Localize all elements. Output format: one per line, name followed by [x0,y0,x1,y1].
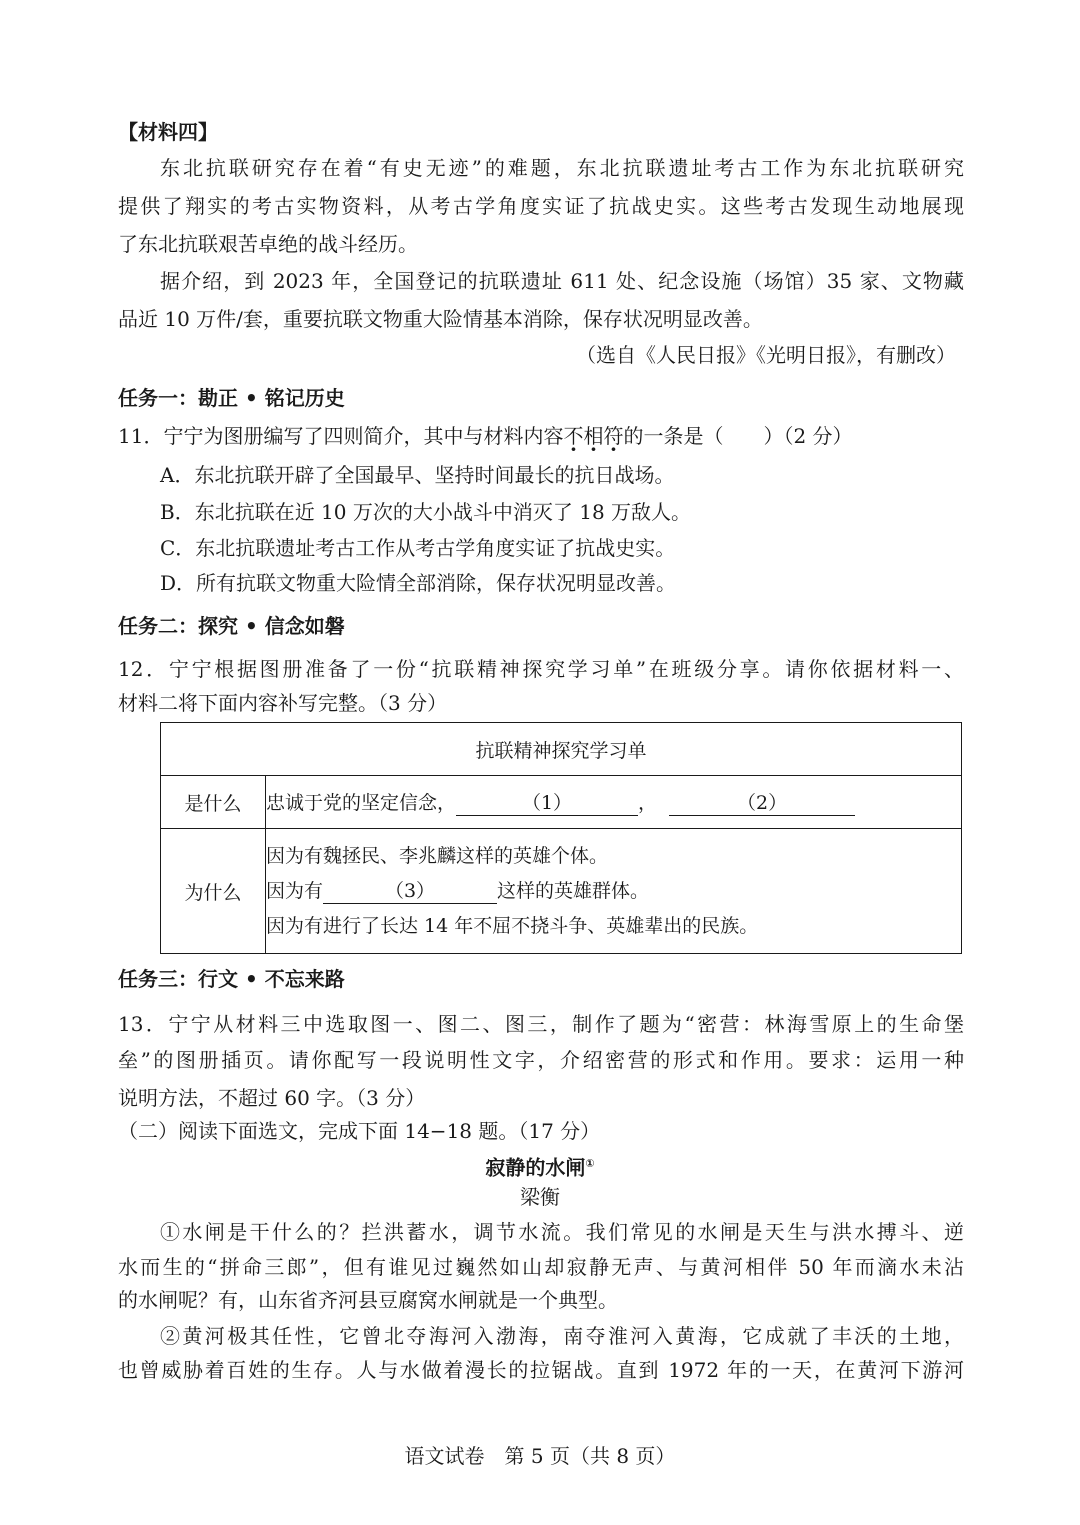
article-title-footnote: ① [585,1157,595,1170]
option-a: A．东北抗联开辟了全国最早、坚持时间最长的抗日战场。 [160,463,675,487]
study-sheet-header: 抗联精神探究学习单 [161,723,962,776]
article-title [0,1149,1080,1179]
emphasis-char: 符 [603,424,624,448]
material4-paragraph2-line2: 品近 10 万件/套，重要抗联文物重大险情基本消除，保存状况明显改善。 [118,307,763,331]
article-paragraph2-line2: 也曾威胁着百姓的生存。人与水做着漫长的拉锯战。直到 1972 年的一天，在黄河下游河 [118,1358,964,1382]
material4-source: （选自《人民日报》《光明日报》，有删改） [576,343,956,367]
why-line-3: 因为有进行了长达 14 年不屈不挠斗争、英雄辈出的民族。 [266,914,759,937]
article-author: 梁衡 [520,1185,560,1209]
emphasis-char: 不 [563,424,584,448]
why-line-2-prefix: 因为有 [266,879,324,902]
material4-paragraph1-line3: 了东北抗联艰苦卓绝的战斗经历。 [118,232,418,256]
question-13-line3: 说明方法，不超过 60 字。（3 分） [118,1086,426,1110]
why-line-1: 因为有魏拯民、李兆麟这样的英雄个体。 [266,844,609,867]
question-13-line2: 垒”的图册插页。请你配写一段说明性文字，介绍密营的形式和作用。要求：运用一种 [118,1048,964,1072]
section2-intro: （二）阅读下面选文，完成下面 14−18 题。（17 分） [118,1119,601,1143]
task3-title: 任务三：行文 • 不忘来路 [118,967,345,991]
row-why-content [266,829,962,954]
row-label-what: 是什么 [161,776,266,829]
material4-heading: 【材料四】 [118,120,218,144]
row-label-why: 为什么 [161,829,266,954]
why-line-2 [266,874,961,909]
row-what-content [266,776,962,829]
question-11-suffix: 的一条是（ ）（2 分） [623,424,853,448]
page-footer: 语文试卷 第 5 页（共 8 页） [404,1444,676,1468]
article-paragraph1-line2: 水而生的“拼命三郎”，但有谁见过巍然如山却寂静无声、与黄河相伴 50 年而滴水未沾 [118,1255,964,1279]
task2-title: 任务二：探究 • 信念如磐 [118,614,345,638]
blank-3[interactable]: （3） [323,879,497,904]
blank-1[interactable]: （1） [456,791,638,816]
question-11-prefix: 11．宁宁为图册编写了四则简介，其中与材料内容 [118,424,564,448]
question-12-line1: 12．宁宁根据图册准备了一份“抗联精神探究学习单”在班级分享。请你依据材料一、 [118,657,964,681]
article-paragraph1-line1: ①水闸是干什么的？拦洪蓄水，调节水流。我们常见的水闸是天生与洪水搏斗、逆 [160,1220,964,1244]
material4-paragraph1-line2: 提供了翔实的考古实物资料，从考古学角度实证了抗战史实。这些考古发现生动地展现 [118,194,964,218]
why-line-2-suffix: 这样的英雄群体。 [497,879,650,902]
material4-paragraph2-line1: 据介绍，到 2023 年，全国登记的抗联遗址 611 处、纪念设施（场馆）35 家、文物藏 [160,269,964,293]
row-what-text: 忠诚于党的坚定信念， [266,792,457,814]
material4-paragraph1-line1: 东北抗联研究存在着“有史无迹”的难题，东北抗联遗址考古工作为东北抗联研究 [160,156,964,180]
option-b: B．东北抗联在近 10 万次的大小战斗中消灭了 18 万敌人。 [160,500,692,524]
task1-title: 任务一：勘正 • 铭记历史 [118,386,345,410]
question-12-line2: 材料二将下面内容补写完整。（3 分） [118,691,448,715]
separator: ， [638,792,658,814]
article-paragraph1-line3: 的水闸呢？有，山东省齐河县豆腐窝水闸就是一个典型。 [118,1288,618,1312]
study-sheet-table [160,722,962,954]
question-13-line1: 13．宁宁从材料三中选取图一、图二、图三，制作了题为“密营：林海雪原上的生命堡 [118,1012,964,1036]
option-d: D．所有抗联文物重大险情全部消除，保存状况明显改善。 [160,571,677,595]
article-title-text: 寂静的水闸 [485,1155,586,1180]
emphasis-char: 相 [583,424,604,448]
blank-2[interactable]: （2） [669,791,855,816]
question-11 [118,421,853,451]
option-c: C．东北抗联遗址考古工作从考古学角度实证了抗战史实。 [160,536,676,560]
article-paragraph2-line1: ②黄河极其任性，它曾北夺海河入渤海，南夺淮河入黄海，它成就了丰沃的土地， [160,1324,964,1348]
